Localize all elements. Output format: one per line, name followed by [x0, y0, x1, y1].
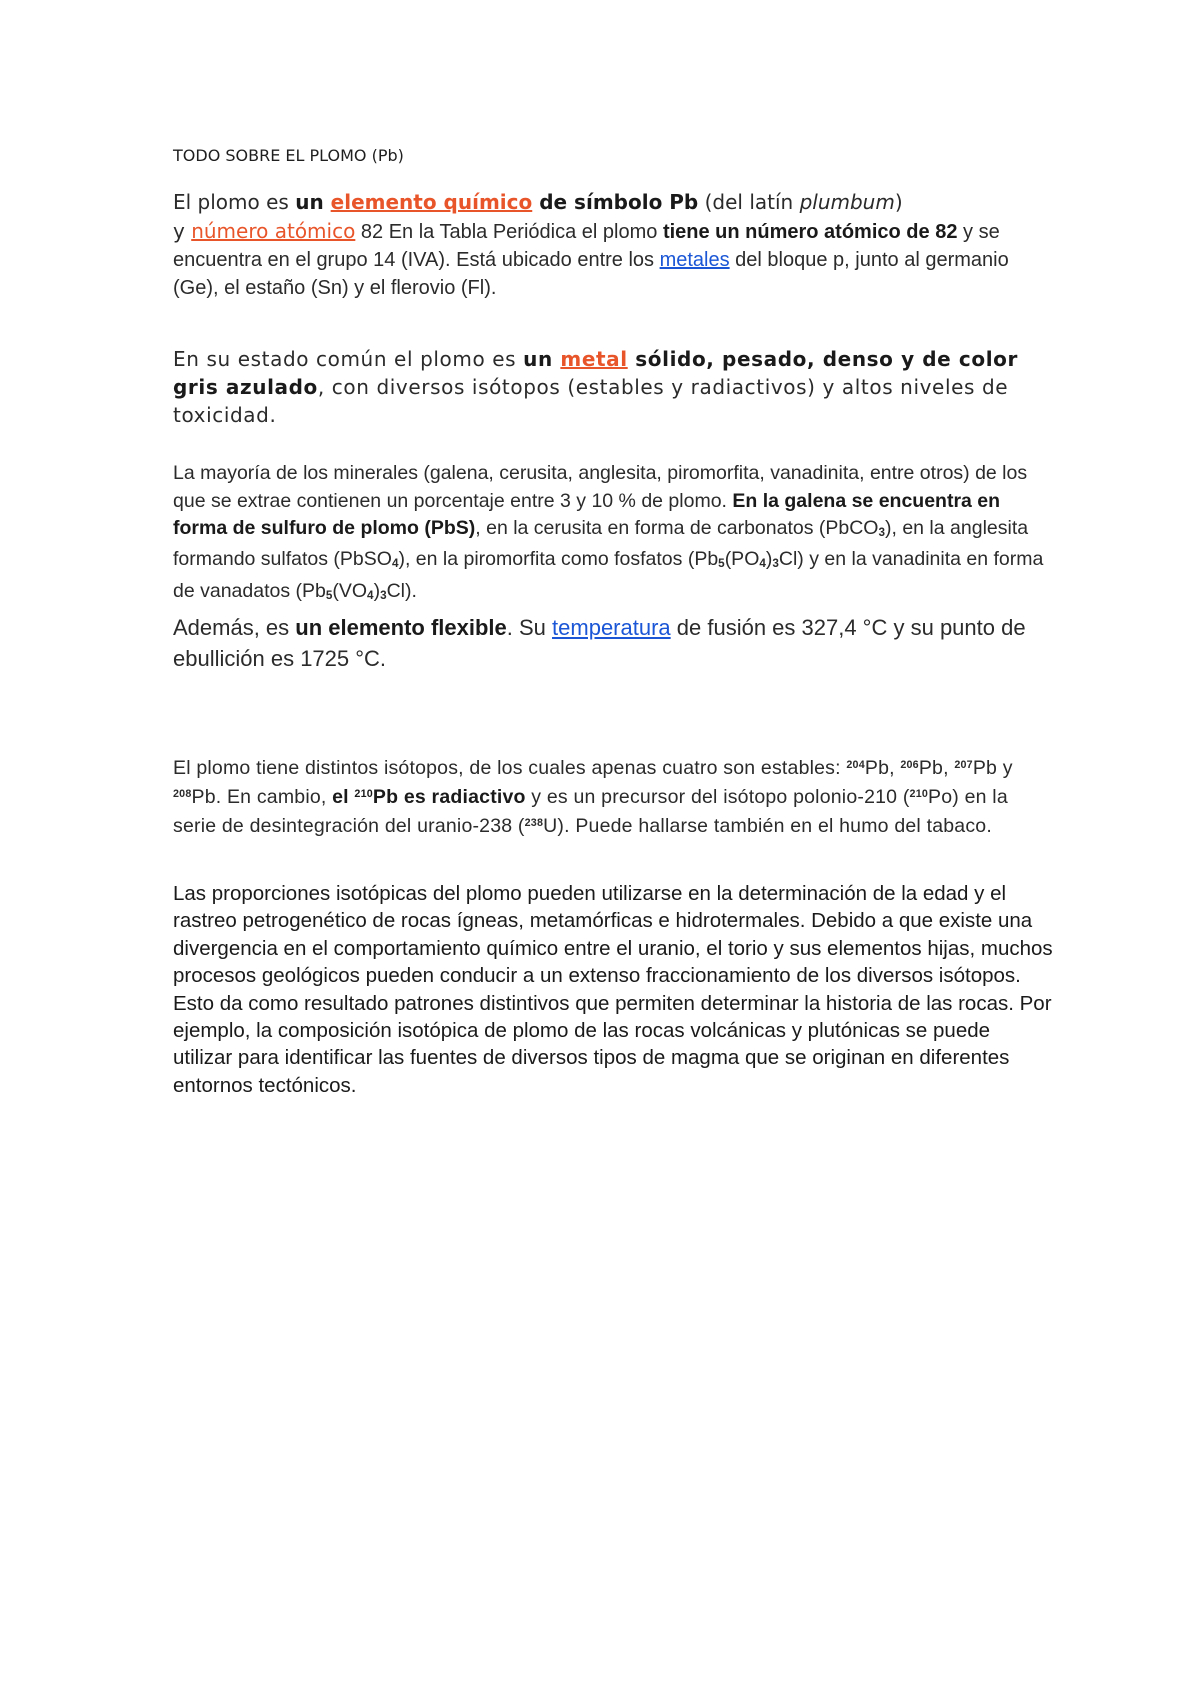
subscript: 4: [759, 557, 766, 570]
paragraph-intro: [173, 188, 1053, 302]
paragraph-proporciones: Las proporciones isotópicas del plomo pueden utilizarse en la determinación de la edad y el rastreo petrogenético de rocas ígneas, metamórficas e hidrotermales. Debido a que existe una divergencia en el comportamiento químico entre el uranio, el torio y sus elementos hijas, muchos procesos geológicos pueden conducir a un extenso fraccionamiento de los diversos isótopos. Esto da como resultado patrones distintivos que permiten determinar la historia de las rocas. Por ejemplo, la composición isotópica de plomo de las rocas volcánicas y plutónicas se puede utilizar para identificar las fuentes de diversos tipos de magma que se originan en diferentes entornos tectónicos.: [173, 882, 1053, 1097]
superscript: 210: [909, 787, 929, 800]
superscript: 238: [524, 816, 544, 829]
bold-span: Pb es radiactivo: [372, 785, 526, 808]
subscript: 3: [878, 525, 885, 539]
text-span: La mayoría de los minerales (galena, cerusita, anglesita, piromorfita, vanadinita, entre otros) de los que se extrae contienen un porcentaje entre 3 y 10 % de plomo.: [173, 462, 1028, 512]
link-temperatura[interactable]: temperatura: [552, 615, 671, 640]
text-span: ), en la piromorfita como fosfatos (Pb: [398, 548, 719, 571]
text-span: Pb y: [972, 756, 1013, 779]
paragraph-isotopos: [173, 752, 1053, 839]
text-span: ), en la anglesita formando sulfatos (PbSO: [173, 517, 1029, 571]
text-span: (del latín: [698, 190, 800, 214]
text-span: . Su: [506, 615, 553, 640]
subscript: 5: [718, 557, 725, 570]
text-span: (VO: [332, 579, 368, 602]
bold-span: de símbolo Pb: [532, 190, 699, 214]
text-span: Pb,: [864, 756, 901, 779]
text-span: Po) en la serie de desintegración del uranio-238 (: [173, 785, 1008, 837]
subscript: 4: [391, 557, 399, 570]
text-span: El plomo tiene distintos isótopos, de los cuales apenas cuatro son estables:: [173, 756, 847, 779]
text-span: Pb,: [918, 756, 955, 779]
bold-span: En la galena se encuentra en forma de sulfuro de plomo (PbS): [173, 489, 1001, 539]
bold-span: un elemento flexible: [295, 615, 507, 640]
text-span: 82 En la Tabla Periódica el plomo: [355, 221, 663, 243]
text-span: y: [173, 219, 192, 243]
text-span: U). Puede hallarse también en el humo del tabaco.: [543, 814, 992, 837]
text-span: El plomo es: [173, 190, 296, 214]
bold-span: sólido, pesado, denso y de color gris azulado: [173, 347, 1018, 399]
subscript: 3: [772, 557, 779, 570]
intro-lead: [173, 190, 903, 214]
text-span: del bloque p, junto al germanio (Ge), el estaño (Sn) y el flerovio (Fl).: [173, 249, 1009, 299]
bold-span: un: [523, 347, 561, 371]
bold-span: el: [332, 785, 355, 808]
text-span: Cl) y en la vanadinita en forma de vanadatos (Pb: [173, 548, 1044, 602]
text-span: de fusión es 327,4 °C y su punto de ebullición es 1725 °C.: [173, 615, 1026, 671]
link-metal[interactable]: metal: [560, 347, 628, 371]
text-span: y es un precursor del isótopo polonio-210 (: [525, 785, 910, 808]
superscript: 210: [354, 787, 373, 800]
text-span: ): [373, 579, 381, 602]
paragraph-estado: [173, 345, 1053, 429]
text-span: ): [765, 548, 773, 571]
superscript: 208: [173, 787, 192, 800]
bold-span: un: [295, 190, 331, 214]
bold-span: tiene un número atómico de 82: [662, 221, 958, 243]
text-span: Además, es: [173, 615, 296, 640]
subscript: 5: [325, 588, 333, 602]
text-span: ): [894, 190, 903, 214]
italic-span: plumbum: [799, 190, 895, 214]
text-span: En su estado común el plomo es: [173, 347, 524, 371]
superscript: 204: [846, 759, 865, 771]
text-span: Pb. En cambio,: [191, 785, 333, 808]
document-title: TODO SOBRE EL PLOMO (Pb): [173, 146, 404, 165]
subscript: 4: [367, 588, 374, 602]
link-elemento-quimico[interactable]: elemento químico: [330, 190, 533, 214]
text-span: , con diversos isótopos (estables y radiactivos) y altos niveles de toxicidad.: [173, 375, 1009, 427]
subscript: 3: [380, 588, 387, 602]
paragraph-fusion: [173, 612, 1053, 674]
text-span: (PO: [724, 548, 760, 571]
link-numero-atomico[interactable]: número atómico: [191, 219, 356, 243]
text-span: , en la cerusita en forma de carbonatos (PbCO: [475, 517, 879, 539]
text-span: Cl).: [386, 579, 417, 602]
superscript: 206: [900, 759, 919, 771]
paragraph-minerales: [173, 460, 1053, 609]
link-metales[interactable]: metales: [659, 249, 730, 271]
text-span: y se encuentra en el grupo 14 (IVA). Está ubicado entre los: [173, 221, 1000, 271]
superscript: 207: [954, 759, 973, 771]
